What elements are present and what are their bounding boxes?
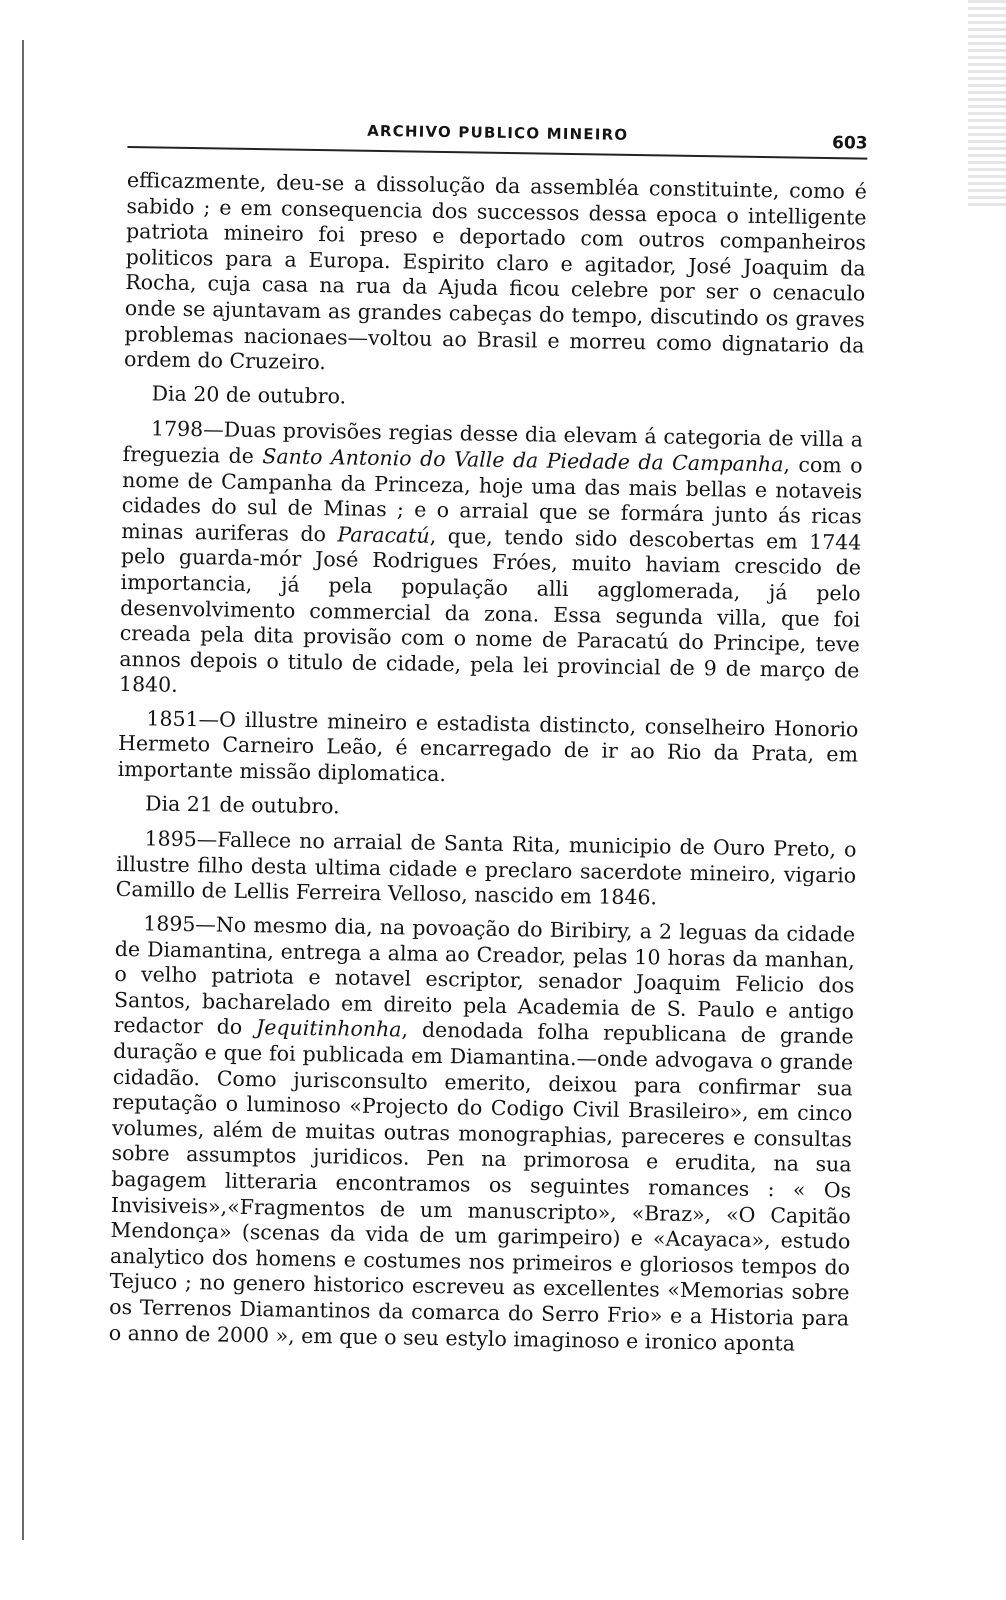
entry-paragraph [109,911,856,1358]
entry-paragraph [117,706,858,794]
text-run: , com o nome de Campanha da Princeza, hoje uma das mais bellas e notaveis cidades do sul de Minas ; e o arraial que se formára junto ás ricas minas auriferas do [121,452,863,547]
text-run: 1798—Duas provisões regias desse dia elevam á categoria de villa a freguezia de [122,416,864,469]
page [108,112,867,1366]
text-run: , que, tendo sido descobertas em 1744 pelo guarda-mór José Rodrigues Fróes, muito haviam crescido de importancia, já pela população alli agglomerada, já pelo desenvolvimento commercial da zona. Essa segunda villa, que foi creada pela dita provisão com o nome de Paracatú do Principe, teve annos depois o titulo de cidade, pela lei provincial de 9 de março de 1840. [118,523,862,698]
page-header [127,112,867,160]
italic-place-name: Santo Antonio do Valle da Piedade da Campanha [262,444,784,477]
text-run: 1895—No mesmo dia, na povoação do Biribiry, a 2 leguas da cidade de Diamantina, entrega a alma ao Creador, pelas 10 horas da manhan, o velho patriota e notavel escriptor, senador Joaquim Felicio dos Santos, bacharelado em direito pela Academia de S. Paulo e antigo redactor do [113,911,856,1040]
page-edge-rule [22,40,24,1540]
page-number: 603 [831,133,868,154]
text-run: , denodada folha republicana de grande duração e que foi publicada em Diamantina.—onde advogava o grande cidadão. Como jurisconsulto emerito, deixou para confirmar sua reputação o luminoso «Projecto do Codigo Civil Brasileiro», em cinco volumes, além de muitas outras monographias, pareceres e consultas sobre assumptos juridicos. Pen na primorosa e erudita, na sua bagagem litteraria encontramos os seguintes romances : « Os Invisiveis»,«Fragmentos de um manuscripto», «Braz», «O Capitão Mendonça» (scenas da vida de um garimpeiro) e «Acayaca», estudo analytico dos homens e costumes nos primeiros e gloriosos tempos do Tejuco ; no genero historico escreveu as excellentes «Memorias sobre os Terrenos Diamantinos da comarca do Serro Frio» e a Historia para o anno de 2000 », em que o seu estylo imaginoso e ironico aponta [108,1017,854,1356]
entry-paragraph [119,416,863,709]
entry-paragraph [116,826,857,914]
paragraph: efficazmente, deu-se a dissolução da assembléa constituinte, como é sabido ; e em consequencia dos successos dessa epoca o intelligente patriota mineiro foi preso e deportado com outros companheiros politicos para a Europa. Espirito claro e agitador, José Joaquim da Rocha, cuja casa na rua da Ajuda ficou celebre por ser o cenaculo onde se ajuntavam as grandes cabeças do tempo, discutindo os graves problemas nacionaes—voltou ao Brasil e morreu como dignatario da ordem do Cruzeiro. [123,167,868,375]
body-text [109,168,867,1358]
day-heading: Dia 20 de outubro. [151,381,347,409]
day-heading: Dia 21 de outubro. [144,791,340,819]
text-run: 1895—Fallece no arraial de Santa Rita, municipio de Ouro Preto, o illustre filho desta ultima cidade e preclaro sacerdote mineiro, vigario Camillo de Lellis Ferreira Velloso, nascido em 1846. [115,826,857,910]
text-run: 1851—O illustre mineiro e estadista distincto, conselheiro Honorio Hermeto Carneiro Leão, é encarregado de ir ao Rio da Prata, em importante missão diplomatica. [117,706,859,787]
italic-place-name: Jequitinhonha [255,1015,402,1042]
running-title: ARCHIVO PUBLICO MINEIRO [367,121,629,144]
italic-place-name: Paracatú [337,522,430,548]
scan-edge-mark [968,0,1006,210]
